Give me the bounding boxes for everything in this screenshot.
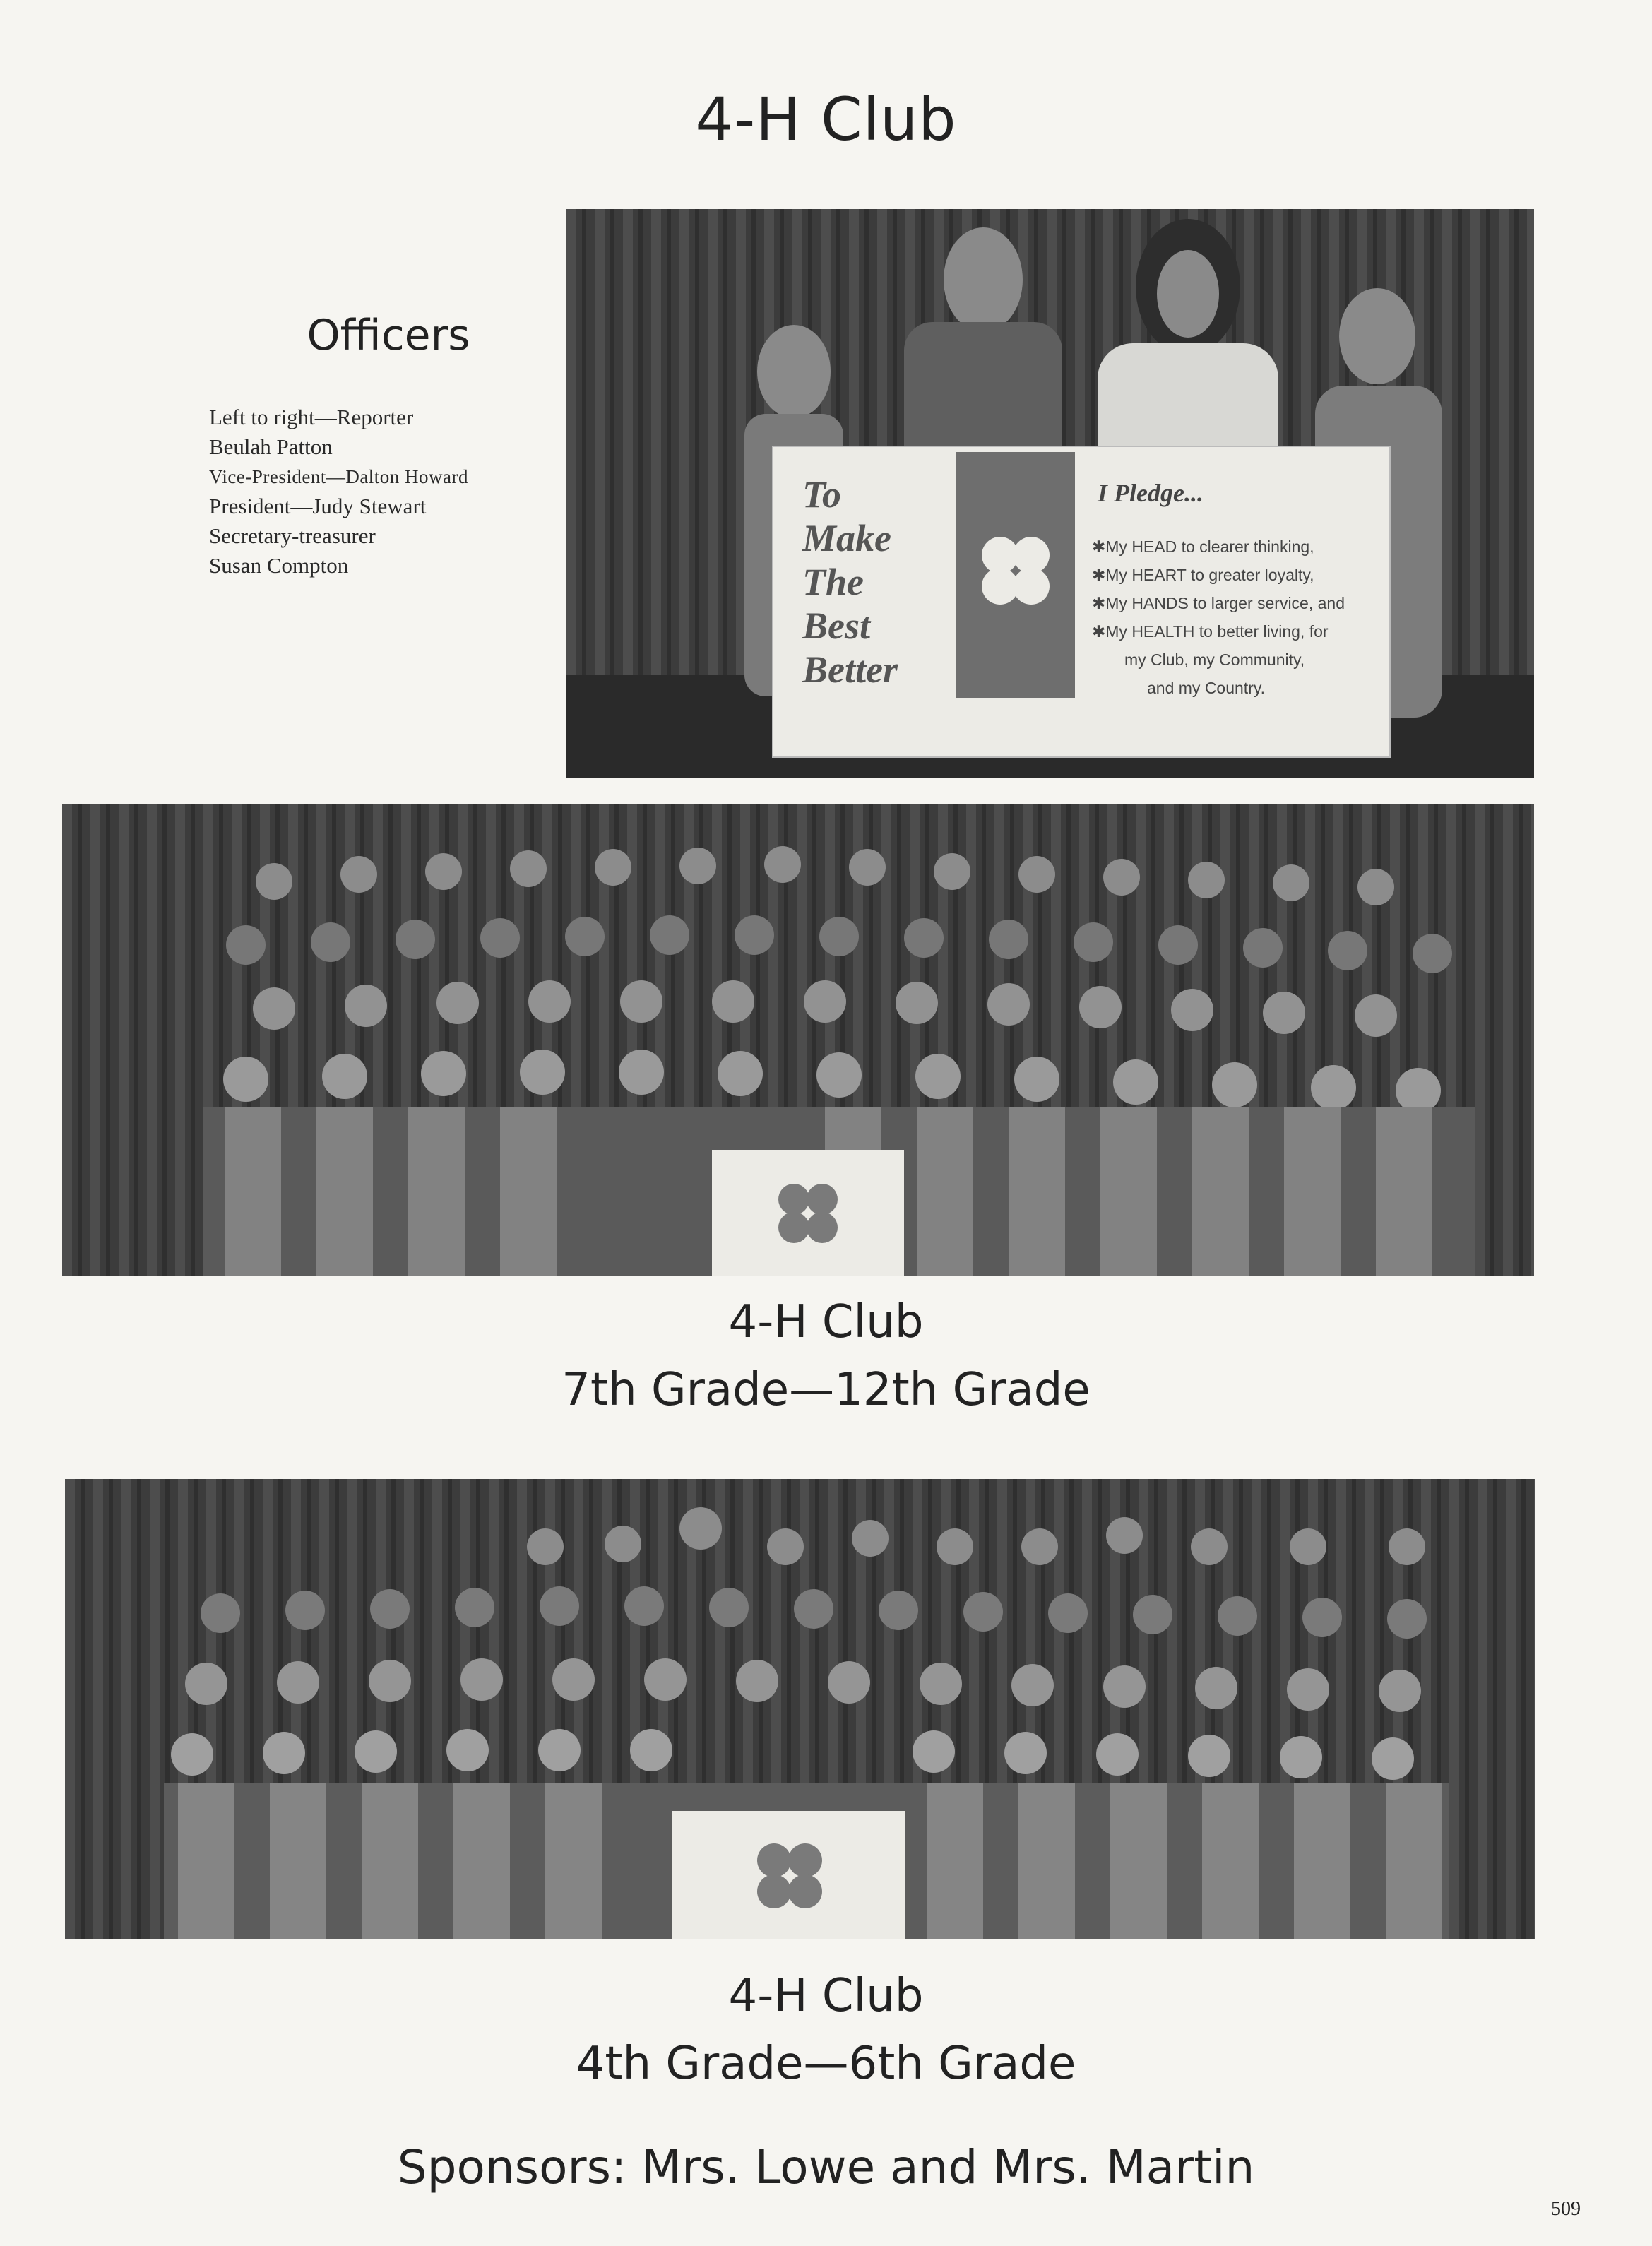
page-title: 4-H Club bbox=[695, 85, 957, 154]
sponsors-line: Sponsors: Mrs. Lowe and Mrs. Martin bbox=[397, 2140, 1255, 2194]
group-photo-upper bbox=[62, 804, 1534, 1276]
officers-line: Secretary-treasurer bbox=[209, 523, 376, 548]
officers-photo bbox=[566, 209, 1534, 778]
sign-motto-line: Best bbox=[802, 605, 871, 647]
sign-pledge-line: my Club, my Community, bbox=[1124, 650, 1305, 669]
page-number: 509 bbox=[1551, 2198, 1581, 2220]
sign-pledge-line: ✱My HEALTH to better living, for bbox=[1092, 622, 1329, 641]
officers-line: Beulah Patton bbox=[209, 434, 333, 459]
officers-line: Left to right—Reporter bbox=[209, 405, 414, 429]
sign-pledge-line: ✱My HANDS to larger service, and bbox=[1092, 594, 1345, 612]
group-photo-lower-image bbox=[65, 1479, 1535, 1939]
sign-motto-line: Better bbox=[802, 648, 898, 691]
group-photo-upper-image bbox=[62, 804, 1534, 1276]
officers-heading: Officers bbox=[307, 311, 470, 360]
sign-pledge-line: and my Country. bbox=[1147, 679, 1266, 697]
caption-grades: 4th Grade—6th Grade bbox=[576, 2038, 1076, 2090]
officers-photo-image bbox=[566, 209, 1534, 778]
caption-title: 4-H Club bbox=[728, 1970, 924, 2022]
sign-motto-line: Make bbox=[802, 517, 891, 559]
officers-line: Susan Compton bbox=[209, 553, 349, 578]
group-caption-upper bbox=[0, 1288, 1652, 1424]
group-caption-lower bbox=[0, 1962, 1652, 2098]
sign-pledge-heading: I Pledge... bbox=[1098, 479, 1204, 507]
group-photo-lower bbox=[65, 1479, 1535, 1939]
sign-motto-line: To bbox=[802, 473, 842, 516]
sign-motto-line: The bbox=[802, 561, 864, 603]
officers-line: Vice-President—Dalton Howard bbox=[209, 466, 469, 487]
caption-title: 4-H Club bbox=[728, 1296, 924, 1348]
officers-caption bbox=[209, 403, 576, 581]
sign-pledge-line: ✱My HEART to greater loyalty, bbox=[1092, 566, 1314, 584]
sign-pledge-line: ✱My HEAD to clearer thinking, bbox=[1092, 537, 1314, 556]
caption-grades: 7th Grade—12th Grade bbox=[561, 1364, 1091, 1416]
officers-line: President—Judy Stewart bbox=[209, 494, 427, 518]
